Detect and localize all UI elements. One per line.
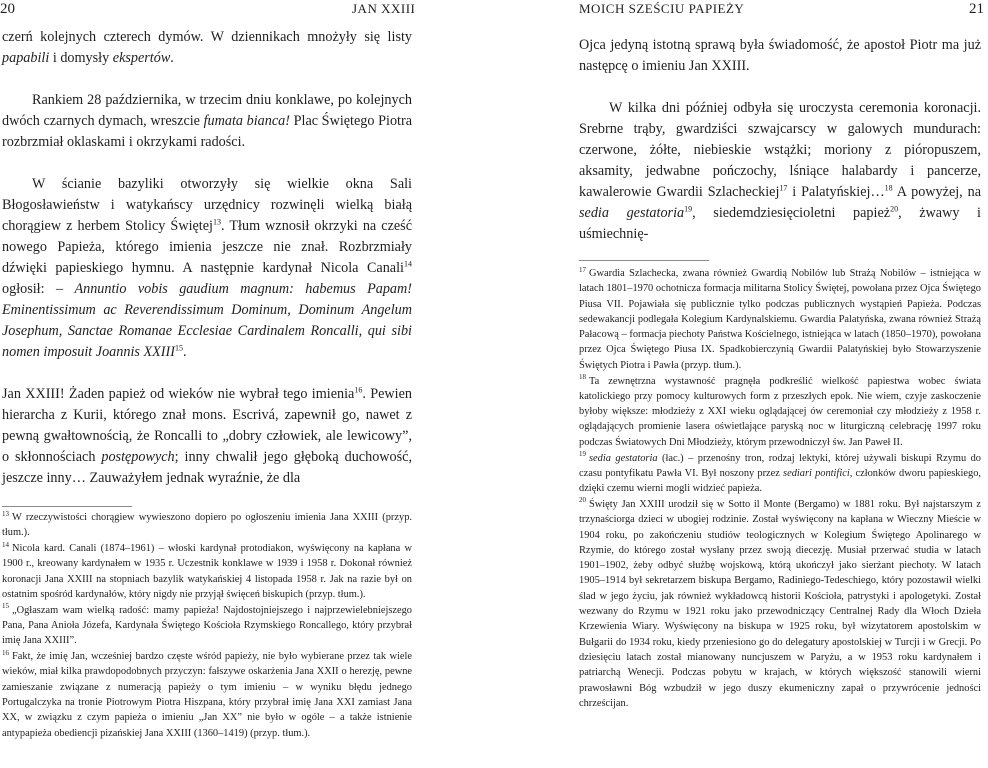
footnote	[579, 497, 981, 711]
italic-span: fumata bianca!	[203, 113, 290, 129]
body-text	[579, 35, 981, 245]
footnote	[2, 649, 412, 741]
italic-span: sedia gestatoria	[589, 452, 658, 464]
text-span: . Pewien hierarcha z Kurii, którego znał mons. Escrivá, zapewnił go, nawet z pewną gwałtownością, że Roncalli to „dobry człowiek, ale lewicowy”, o skłonnościach	[2, 386, 412, 465]
text-span: Gwardia Szlachecka, zwana również Gwardią Nobilów lub Strażą Nobilów – istniejąca w latach 1801–1970 ochotnicza formacja militarna Stolicy Świętej, powołana przez Ojca Świętego Piusa VII. Pojawiała się publicznie tylko podczas publicznych wystąpień Papieża. Podczas sedewakancji podlegała Kolegium Kardynalskiemu. Gwardia Palatyńska, zwana również Strażą Pałacową – formacja piechoty Państwa Kościelnego, istniejąca w latach (1850–1970), powołana przez Ojca Świętego Piusa IX. Spadkobierczynią Gwardii Palatyńskiej było Stowarzyszenie Świętych Piotra i Pawła (przyp. tłum.).	[579, 268, 981, 371]
footnotes	[579, 266, 981, 712]
footnote-ref: 18	[884, 183, 893, 193]
footnote-rule	[2, 506, 132, 507]
footnote-ref: 17	[779, 183, 788, 193]
italic-span: sedia gestatoria	[579, 205, 685, 221]
text-span: (łac.) – przenośny tron, rodzaj lektyki, której używali biskupi Rzymu do czasu pontyfikatu Pawła VI. Był noszony przez	[579, 452, 982, 479]
text-span: Rankiem 28 października, w trzecim dniu konklawe, po kolejnych dwóch czarnych dymach, wreszcie	[2, 92, 412, 129]
paragraph	[2, 384, 412, 489]
footnotes	[2, 510, 412, 741]
page-number: 21	[969, 1, 984, 17]
running-head: JAN XXIII	[352, 1, 416, 16]
right-page	[494, 0, 988, 768]
footnote-ref: 19	[684, 204, 693, 214]
text-span: Ta zewnętrzna wystawność pragnęła podkreślić wielkość papiestwa wobec świata katolickiego przy pomocy kulturowych form z przeszłych epok. Nie wiem, czyje zaskoczenie byłoby większe: młodzieży z XXI wieku oglądającej ów ceremoniał czy młodzieży z 1958 r. oglądających promienie lasera oświetlające paryską noc w liturgiczną celebrację 1997 roku podczas Światowych Dni Młodzieży, którym przewodniczył św. Jan Paweł II.	[579, 375, 981, 448]
text-span: . Tłum wznosił okrzyki na cześć nowego Papieża, którego imienia jeszcze nie znał. Rozbrzmiały dźwięki papieskiego hymnu. A następnie kardynał Nicola Canali	[2, 218, 412, 276]
text-span: Jan XXIII! Żaden papież od wieków nie wybrał tego imienia	[2, 386, 355, 402]
body-text	[2, 27, 412, 489]
footnote	[579, 266, 981, 373]
footnote-number: 14	[2, 540, 9, 549]
text-span: A powyżej, na	[892, 184, 981, 200]
text-span: W ścianie bazyliki otworzyły się wielkie okna Sali Błogosławieństw i watykańscy urzędnicy rozwinęli wielką białą chorągiew z herbem Stolicy Świętej	[2, 176, 412, 234]
footnote	[2, 510, 412, 541]
footnote-number: 15	[2, 602, 9, 611]
text-span: „Ogłaszam wam wielką radość: mamy papieża! Najdostojniejszego i najprzewielebniejszego Pana, Pana Anioła Józefa, Kardynała Świętego Kościoła Rzymskiego Roncallego, który przybrał imię Jana XXIII”.	[2, 604, 412, 647]
footnote	[579, 374, 981, 450]
paragraph	[2, 27, 412, 69]
text-span: , członków dworu papieskiego, dzięki czemu wierni mogli widzieć papieża.	[579, 467, 981, 495]
italic-span: postępowych	[101, 449, 175, 465]
footnote-ref: 13	[213, 217, 221, 227]
text-span: W kilka dni później odbyła się uroczysta ceremonia koronacji. Srebrne trąby, gwardziści szwajcarscy w galowych mundurach: czerwone, żółte, niebieskie wstążki; moriony z pióropuszem, aksamity, jedwabne pończochy, lśniące halabardy i pancerze, kawalerowie Gwardii Szlacheckiej	[579, 100, 981, 200]
footnote-number: 18	[579, 373, 586, 382]
text-span: Ojca jedyną istotną sprawą była świadomość, że apostoł Piotr ma już następcę o imieniu Jan XXIII.	[579, 37, 981, 74]
footnote-ref: 16	[354, 385, 363, 395]
text-span: ; inny chwalił jego głęboką duchowość, jeszcze inny… Zauważyłem jednak wyraźnie, że dla	[2, 449, 412, 486]
footnote	[2, 541, 412, 602]
footnote-ref: 14	[404, 259, 412, 269]
text-span: Święty Jan XXIII urodził się w Sotto il Monte (Bergamo) w 1881 roku. Był najstarszym z trzynaściorga dzieci w ubogiej rodzinie. Został wyświęcony na kapłana w Wieczny Mieście w 1904 roku, po zakończeniu studiów teologicznych w Kolegium Świętego Apolinarego w Rzymie, do którego został wysłany przez swoją diecezję. Musiał przerwać studia w latach 1901–1902, żeby odbyć służbę wojskową, którą ukończył jako sierżant piechoty. W latach 1905–1914 był sekretarzem biskupa Bergamo, Radiniego-Tedeschiego, który pozostawił wielki ślad w jego życiu, jak również wykładowcą historii Kościoła, patrystyki i apologetyki. Został wezwany do Rzymu w 1921 roku jako przewodniczący Centralnej Rady dla Włoch Dzieła Krzewienia Wiary. Wyświęcony na biskupa w 1925 roku, był wizytatorem apostolskim w Bułgarii do 1934 roku, kiedy przeniesiono go do delegatury apostolskiej w Turcji i w Grecji. Po dziesięciu latach został mianowany nuncjuszem w Paryżu, a w 1953 roku kardynałem i patriarchą Wenecji. Podczas pobytu w krajach, w których większość stanowili wierni prawosławni Bóg wzbudził w jego duszy ekumeniczny zapał o przywrócenie jedności chrześcijan.	[579, 498, 981, 709]
footnote-number: 17	[579, 265, 586, 274]
footnote-ref: 15	[174, 343, 183, 353]
italic-span: papabili	[2, 50, 50, 66]
footnote-number: 19	[579, 450, 586, 459]
footnote	[2, 603, 412, 649]
footnote-number: 13	[2, 509, 9, 518]
text-span: i Palatyńskiej…	[787, 184, 885, 200]
paragraph	[579, 35, 981, 77]
text-span: .	[182, 344, 187, 360]
paragraph	[2, 174, 412, 363]
italic-span: ekspertów	[112, 50, 171, 66]
footnote-ref: 20	[890, 204, 899, 214]
italic-span: Annuntio vobis gaudium magnum: habemus Papam! Eminentissimum ac Reverendissimum Dominum, Dominum Angelum Josephum, Sanctae Romanae Ecclesiae Cardinalem Roncalli, qui sibi nomen imposuit Joannis XXIII	[2, 281, 412, 360]
footnote	[579, 451, 981, 497]
text-span: ogłosił: –	[2, 281, 75, 297]
running-head: MOICH SZEŚCIU PAPIEŻY	[579, 1, 745, 16]
text-span: Nicola kard. Canali (1874–1961) – włoski kardynał protodiakon, wyświęcony na kapłana w 1900 r., kreowany kardynałem w 1935 r. Uczestnik konklawe w 1939 i 1958 r. Dokonał również koronacji Jana XXIII na stopniach bazylik watykańskiej 4 listopada 1958 r. Jak na razie był on ostatnim spośród kardynałów, który nigdy nie przyjął święceń biskupich (przyp. tłum.).	[2, 543, 412, 600]
footnote-rule	[579, 260, 709, 261]
text-span: i domysły	[49, 50, 113, 66]
text-span: czerń kolejnych czterech dymów. W dziennikach mnożyły się listy	[2, 29, 412, 45]
footnote-number: 16	[2, 648, 9, 657]
paragraph	[2, 90, 412, 153]
paragraph	[579, 98, 981, 245]
page-number: 20	[0, 1, 15, 17]
text-span: Plac Świętego Piotra rozbrzmiał oklaskami i okrzykami radości.	[2, 113, 412, 150]
italic-span: sediari pontifici	[783, 467, 850, 479]
footnote-number: 20	[579, 496, 586, 505]
text-span: W rzeczywistości chorągiew wywieszono dopiero po ogłoszeniu imienia Jana XXIII (przyp. tłum.).	[2, 512, 412, 539]
text-span: Fakt, że imię Jan, wcześniej bardzo częste wśród papieży, nie było wybierane przez tak wiele wieków, miał kilka prawdopodobnych przyczyn: fałszywe oskarżenia Jana XXII o herezję, pewne zamieszanie związane z numeracją papieży o tym imieniu – w wyniku błędu jednego Portugalczyka na tronie Piotrowym Piotra Hiszpana, który przybrał imię Jana XXI zamiast Jana XX, w związku z czym papieża o imieniu „Jan XX” nie było w ogóle – a także istnienie antypapieża obediencji pizańskiej Jana XXIII (1360–1419) (przyp. tłum.).	[2, 651, 412, 739]
text-span: , żwawy i uśmiechnię-	[579, 205, 981, 242]
text-span: .	[170, 50, 174, 66]
text-span: , siedemdziesięcioletni papież	[692, 205, 891, 221]
